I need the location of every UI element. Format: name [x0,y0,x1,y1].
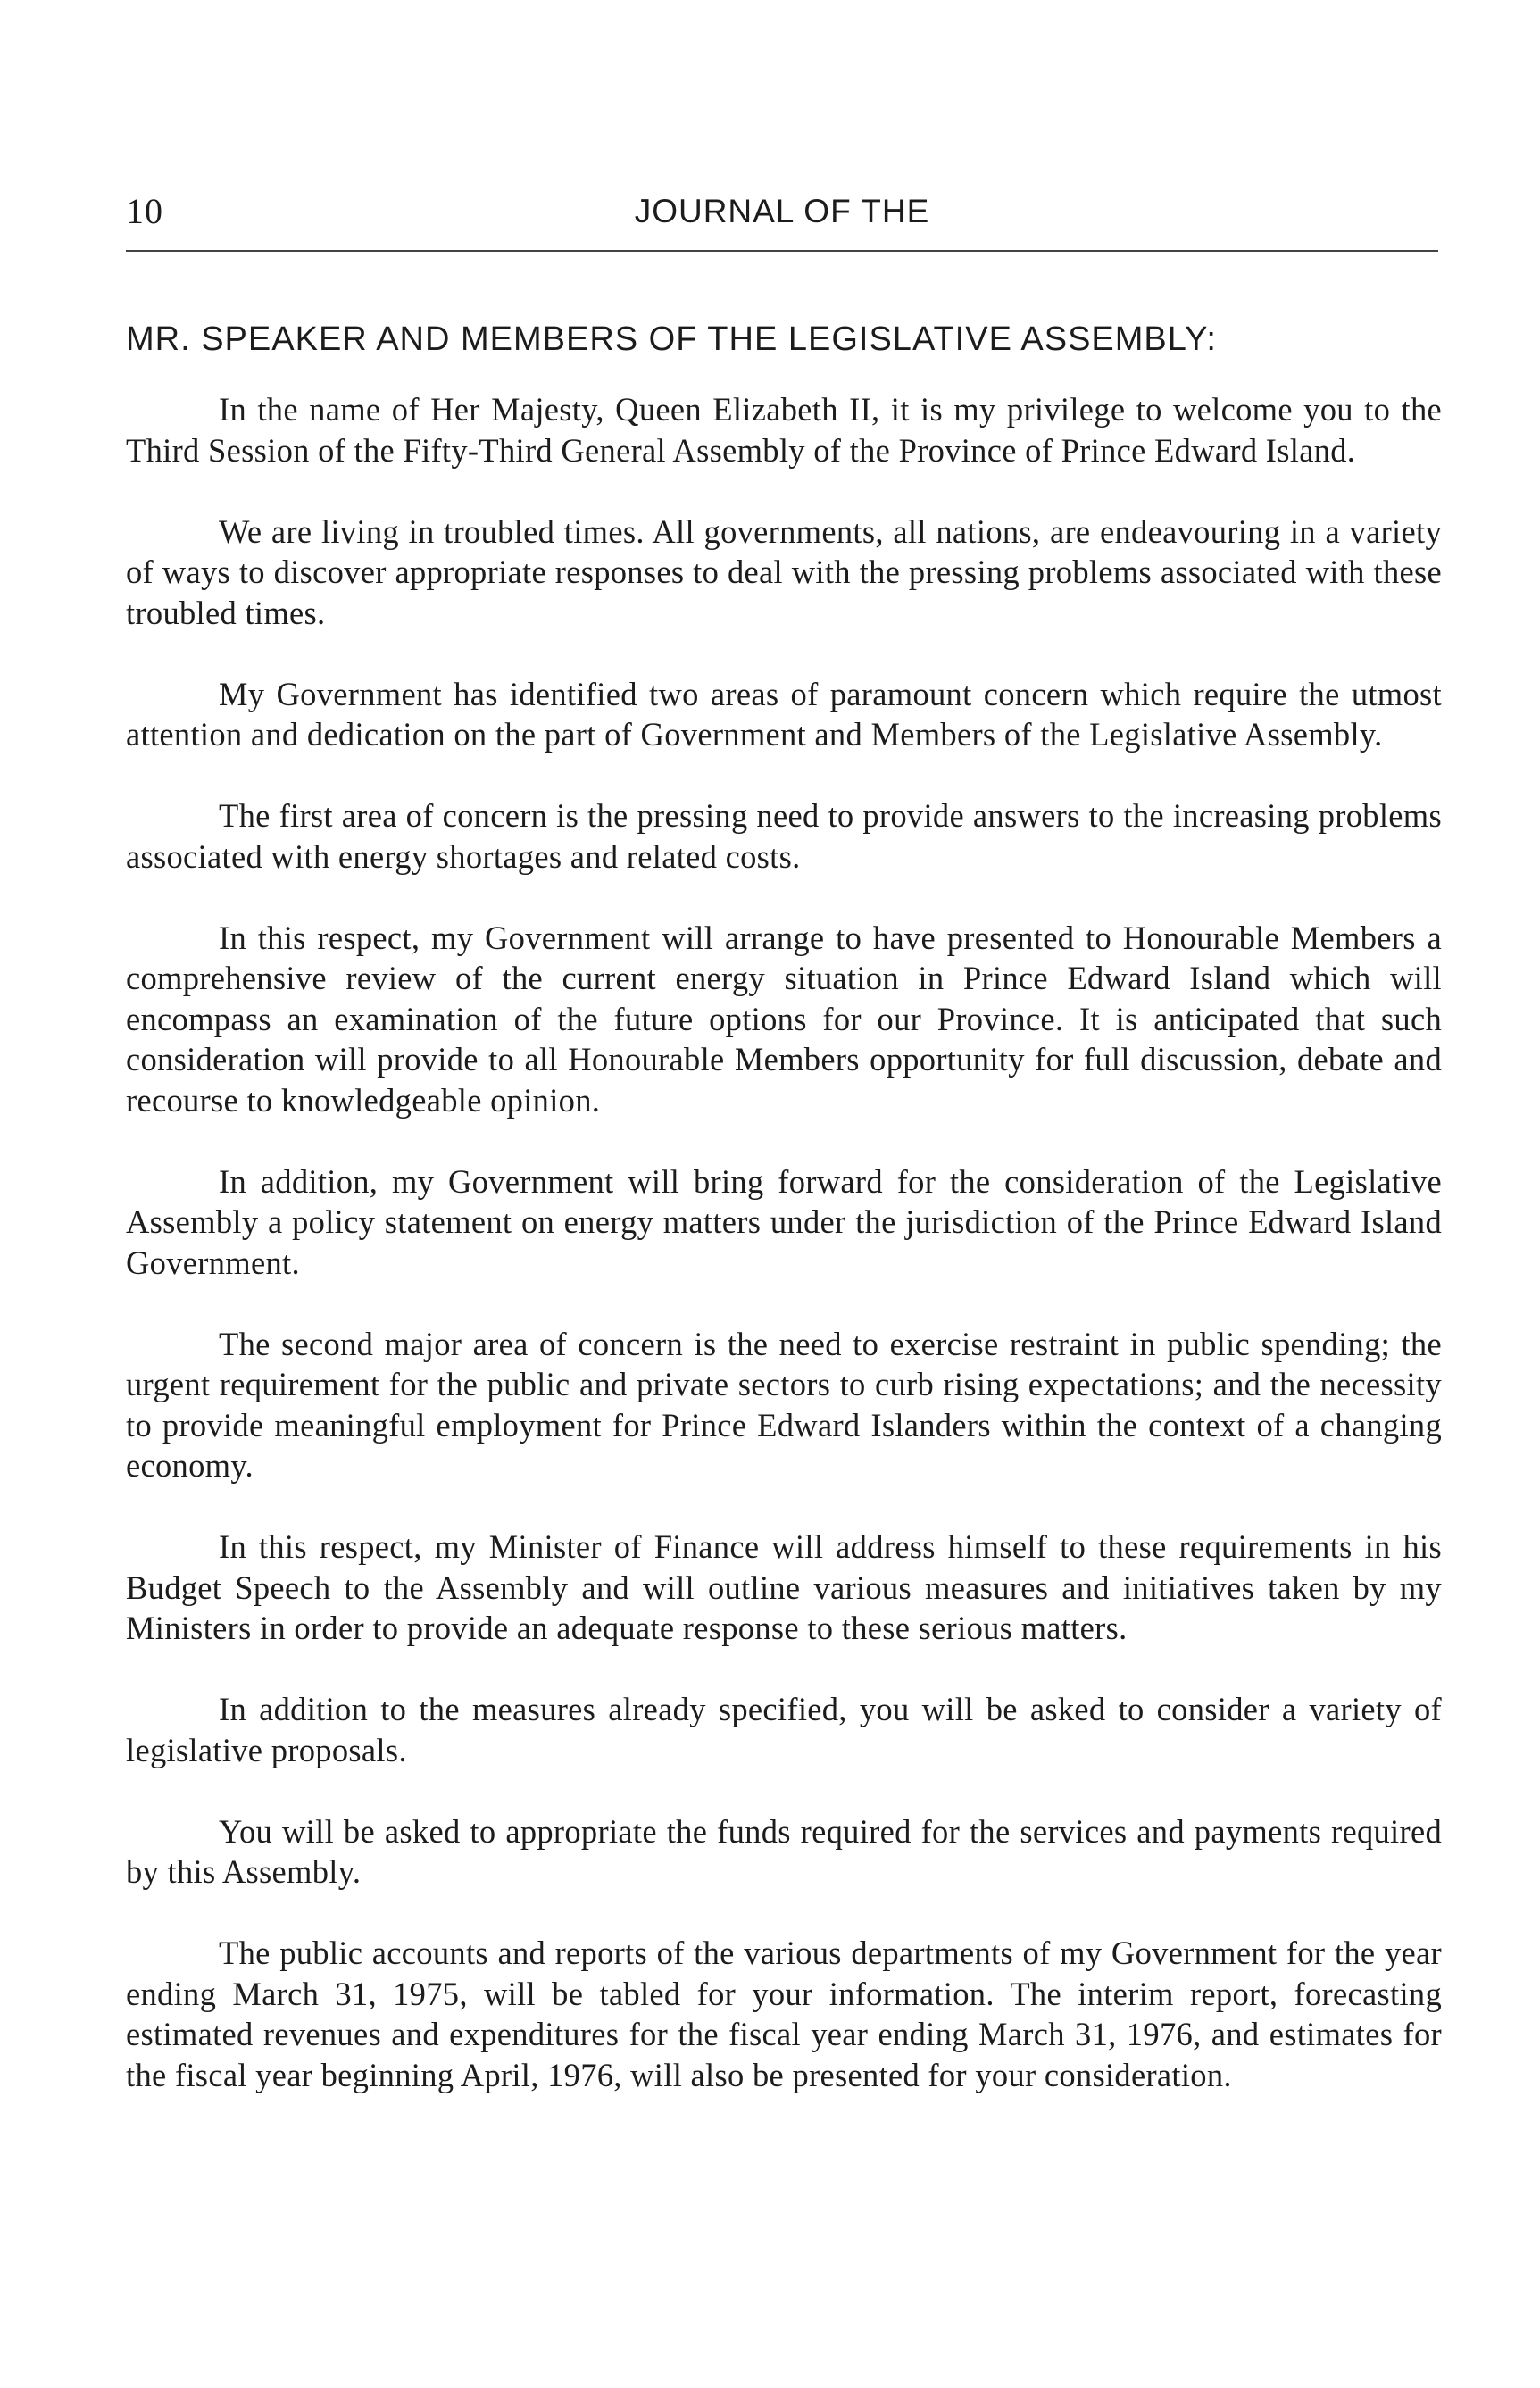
paragraph-legislative-proposals: In addition to the measures already specified, you will be asked to consider a variety of legislative proposals. [126,1691,1442,1768]
paragraph-restraint-concern: The second major area of concern is the need to exercise restraint in public spending; the urgent requirement for the public and private sectors to curb rising expectations; and the necessity to provide meaningful employment for Prince Edward Islanders within the context of a changing economy. [126,1325,1442,1484]
paragraph-public-accounts: The public accounts and reports of the various departments of my Government for the year ending March 31, 1975, will be tabled for your information. The interim report, forecasting estimated revenues and expenditures for the fiscal year ending March 31, 1976, and estimates for the fiscal year beginning April, 1976, will also be presented for your consideration. [126,1935,1442,2093]
running-title: JOURNAL OF THE [634,193,930,229]
paragraph-appropriations: You will be asked to appropriate the funds required for the services and payments required by this Assembly. [126,1812,1442,1890]
running-head [126,189,1438,234]
paragraph-welcome: In the name of Her Majesty, Queen Elizabeth II, it is my privilege to welcome you to the Third Session of the Fifty-Third General Assembly of the Province of Prince Edward Island. [126,391,1442,469]
page-number: 10 [126,191,163,231]
speech-body [126,389,1442,2136]
salutation: MR. SPEAKER AND MEMBERS OF THE LEGISLATIVE ASSEMBLY: [126,320,1217,358]
paragraph-energy-policy: In addition, my Government will bring forward for the consideration of the Legislative Assembly a policy statement on energy matters under the jurisdiction of the Prince Edward Island Government. [126,1162,1442,1281]
paragraph-areas-of-concern: My Government has identified two areas of paramount concern which require the utmost attention and dedication on the part of Government and Members of the Legislative Assembly. [126,675,1442,753]
paragraph-energy-review: In this respect, my Government will arrange to have presented to Honourable Members a comprehensive review of the current energy situation in Prince Edward Island which will encompass an examination of the future options for our Province. It is anticipated that such consideration will provide to all Honourable Members opportunity for full discussion, debate and recourse to knowledgeable opinion. [126,919,1442,1119]
paragraph-budget-speech: In this respect, my Minister of Finance will address himself to these requirements in his Budget Speech to the Assembly and will outline various measures and initiatives taken by my Ministers in order to provide an adequate response to these serious matters. [126,1528,1442,1646]
header-rule [126,250,1438,252]
paragraph-energy-concern: The first area of concern is the pressing need to provide answers to the increasing problems associated with energy shortages and related costs. [126,797,1442,875]
paragraph-troubled-times: We are living in troubled times. All governments, all nations, are endeavouring in a variety of ways to discover appropriate responses to deal with the pressing problems associated with these troubled times. [126,512,1442,631]
